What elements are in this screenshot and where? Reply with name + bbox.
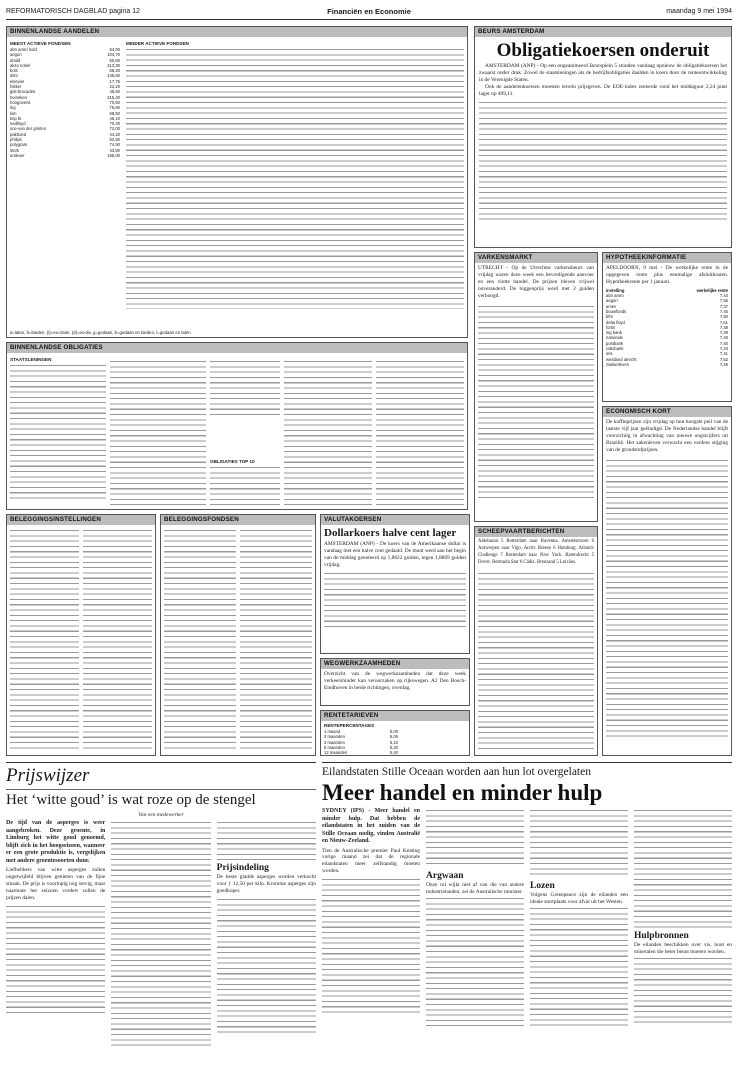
row-value: 43,80	[109, 147, 120, 153]
section-bar: BELEGGINGSFONDSEN	[161, 515, 315, 525]
stock-table-lines	[126, 47, 464, 309]
row-label: delta lloyd	[606, 319, 625, 325]
row-label: sns	[606, 351, 613, 357]
row-label: abn amro	[606, 293, 624, 299]
row-value: 5,10	[389, 739, 398, 745]
row-label: zwitserleven	[606, 361, 630, 367]
section-bar: BINNENLANDSE AANDELEN	[7, 27, 467, 37]
economisch-kort	[602, 406, 732, 756]
wegwerkzaamheden	[320, 658, 470, 706]
beurs-amsterdam	[474, 26, 732, 248]
subheading: Prijsindeling	[216, 863, 269, 873]
minder-actieve: MINDER ACTIEVE FONDSEN	[126, 39, 464, 309]
headline: Het ‘witte goud’ is wat roze op de stengel	[6, 789, 316, 810]
row-label: heineken	[10, 94, 27, 100]
article-text: Tien de Australische premier Paul Keating vorige maand zei dat de regionale eilandstaten meer zelfstandig moeten worden.	[322, 847, 420, 875]
table-row	[10, 153, 120, 158]
row-label: knp bt	[10, 115, 22, 121]
valutakoersen	[320, 514, 470, 654]
table-row	[324, 750, 398, 755]
byline: Van een medewerker	[138, 812, 184, 818]
row-value: 195,00	[107, 152, 120, 158]
row-value: 7,41	[719, 351, 728, 357]
row-label: philips	[10, 137, 22, 143]
row-value: 58,50	[109, 110, 120, 116]
rente-table	[321, 729, 401, 755]
row-label: 12 maanden	[324, 750, 348, 756]
row-value: 22,20	[109, 84, 120, 90]
row-label: amev	[606, 303, 617, 309]
text-lines	[606, 458, 728, 738]
article-text: Aldebaran 5 Rotterdam naar Ravenna. Amstelstroom 6 Antwerpen naar Vigo. Arctic Breeze 6 Hamburg. Atlantic Challenge 7 Rotterdam naar New York. Barendrecht 5 Dover. Bermuda Star 6 Cádiz. Breezand 5 Leixões.	[478, 539, 594, 565]
row-label: bfm	[606, 314, 613, 320]
section-bar: VARKENSMARKT	[475, 253, 597, 263]
row-value: 74,90	[109, 142, 120, 148]
row-value: 7,37	[719, 303, 728, 309]
row-label: aegon	[10, 52, 22, 58]
beleggingsinstellingen	[6, 514, 156, 756]
kicker: Eilandstaten Stille Oceaan worden aan hun lot overgelaten	[322, 766, 591, 778]
section-bar: VALUTAKOERSEN	[321, 515, 469, 525]
row-value: 7,49	[719, 361, 728, 367]
section-bar: SCHEEPVAARTBERICHTEN	[475, 527, 597, 537]
paper-name: REFORMATORISCH DAGBLAD pagina 12	[6, 8, 140, 15]
row-value: 70,50	[109, 99, 120, 105]
row-value: 48,50	[109, 89, 120, 95]
row-value: 213,30	[107, 62, 120, 68]
row-label: postbank	[606, 340, 623, 346]
eilandstaten-article: Eilandstaten Stille Oceaan worden aan hun lot overgelaten Meer handel en minder hulp SYDNEY (IPS) - Meer handel en minder hulp. Dat hebben de eilandstaten in het zuiden van de Stille Oceaan nodig, vinden Australië en Nieuw-Zeeland. Tien de Australische premier Paul Keating vorige maand zei dat de regionale eilandstaten meer zelfstandig moeten worden. Argwaan Onze rol wijkt niet af van die van andere industrielanden, zei de Australische minister. Lozen Volgens Greenpeace zijn de eilanden een ideale stortplaats voor afval uit het Westen. Hulpbronnen De eilanden beschikken over vis, hout en mineralen die beter benut moeten worden.	[322, 762, 732, 1062]
section-title: Financiën en Economie	[327, 7, 411, 16]
section-bar: BINNENLANDSE OBLIGATIES	[7, 343, 467, 353]
lead: SYDNEY (IPS) - Meer handel en minder hulp. Dat hebben de eilandstaten in het zuiden van de Stille Oceaan nodig, vinden Australië en Nieuw-Zeeland.	[322, 808, 420, 844]
row-label: ahold	[10, 57, 21, 63]
footnote: a=laten, b=bieden, (t)=ex-claim, (d)=ex-div, g=gedaan, b=gedaan en bieden, l=gedaan en laten	[10, 329, 191, 335]
section-bar: HYPOTHEEKINFORMATIE	[603, 253, 731, 263]
row-value: 70,30	[109, 121, 120, 127]
row-value: 7,52	[719, 356, 728, 362]
headline: Dollarkoers halve cent lager	[324, 527, 457, 539]
prijswijzer: Prijswijzer Het ‘witte goud’ is wat roze op de stengel Van een medewerker De tijd van de asperges is weer aangebroken. Deze groente, in Limburg het witte goud genoemd, blijft zich in het hoogseizoen, wanneer er een grote produktie is, vergelijken met andere groentesoorten duur. Liefhebbers van witte asperges zullen ongetwijfeld blijven genieten van de fijne smaak. De prijs is voorlopig nog stevig, maar naarmate het seizoen vordert zullen de prijzen dalen. Prijsindeling De beste gladde asperges worden verkocht voor ƒ 12,50 per kilo. Kromme asperges zijn goedkoper.	[6, 762, 316, 1062]
row-value: 7,44	[719, 345, 728, 351]
row-value: 7,44	[719, 293, 728, 299]
row-label: bols	[10, 68, 18, 74]
row-label: westland utrecht	[606, 356, 637, 362]
row-label: polygram	[10, 142, 28, 148]
text-lines	[478, 571, 594, 751]
row-value: 145,60	[107, 73, 120, 79]
table-row	[606, 362, 728, 367]
row-value: 76,80	[109, 105, 120, 111]
subheading: Hulpbronnen	[634, 931, 689, 941]
row-label: bouwfonds	[606, 308, 627, 314]
binnenlandse-aandelen	[6, 26, 468, 338]
row-value: 104,70	[107, 52, 120, 58]
row-label: kim	[10, 110, 17, 116]
headline: Obligatiekoersen onderuit	[496, 40, 710, 61]
prijswijzer-logo: Prijswijzer	[6, 765, 90, 786]
row-value: 44,20	[109, 131, 120, 137]
varkensmarkt	[474, 252, 598, 522]
headline: Meer handel en minder hulp	[322, 780, 603, 805]
row-label: 1 maand	[324, 729, 341, 734]
text-lines	[478, 304, 594, 499]
binnenlandse-obligaties: BINNENLANDSE OBLIGATIES STAATSLENINGEN OBLIGATIES TOP 10	[6, 342, 468, 510]
row-label: 6 maanden	[324, 744, 345, 750]
section-bar: RENTETARIEVEN	[321, 711, 469, 721]
table-lines	[10, 363, 106, 503]
row-value: 58,20	[109, 68, 120, 74]
row-label: rabobank	[606, 345, 624, 351]
row-value: 52,80	[109, 137, 120, 143]
rentetarieven: RENTETARIEVEN RENTEPERCENTAGES 1 maand 5,00 2 maanden 5,05 3 maanden 5,10 6 maanden 5,20 12 maanden 5,40	[320, 710, 470, 756]
row-label: ing	[10, 105, 16, 111]
row-value: 64,00	[109, 47, 120, 52]
row-value: 7,61	[719, 319, 728, 325]
row-value: 7,40	[719, 340, 728, 346]
row-value: 5,05	[389, 734, 398, 740]
row-label: aegon	[606, 298, 618, 304]
article-text: De koffieprijzen zijn vrijdag op hun hoogste peil van de laatste vijf jaar geëindigd. De Nederlandse handel blijft voorzichtig in afwachting van nieuwe oogstcijfers uit Brazilië. Het zakenleven verwacht een verdere stijging van de grondstofprijzen.	[606, 419, 728, 453]
section-bar: BELEGGINGSINSTELLINGEN	[7, 515, 155, 525]
article-text: Liefhebbers van witte asperges zullen ongetwijfeld blijven genieten van de fijne smaak. De prijs is voorlopig nog stevig, maar naarmate het seizoen vordert zullen de prijzen dalen.	[6, 867, 106, 901]
article-text: Overzicht van de wegwerkzaamheden dat deze week verkeershinder kan veroorzaken op rijkswegen. A2 Den Bosch-Eindhoven in beide richtingen, overdag.	[324, 671, 466, 691]
row-value: 7,50	[719, 314, 728, 320]
row-value: 72,00	[109, 126, 120, 132]
row-label: pakhoed	[10, 131, 27, 137]
row-label: 2 maanden	[324, 734, 345, 740]
section-bar: WEGWERKZAAMHEDEN	[321, 659, 469, 669]
row-value: 7,39	[719, 330, 728, 336]
stock-list	[10, 47, 120, 158]
row-label: unilever	[10, 152, 25, 158]
subheading: Argwaan	[426, 871, 464, 881]
row-value: 7,55	[719, 298, 728, 304]
hypotheek-table: instelling werkelijke rente abn amro 7,44 aegon 7,55 amev 7,37 bouwfonds 7,45 bfm 7,50 delta lloyd 7,61 fortis 7,38 ing bank 7,39 nationale 7,46 postbank 7,40 rabobank 7,44 sns 7,41 westland utrecht 7,52 zwitserleven 7,49	[606, 287, 728, 367]
row-label: nationale	[606, 335, 623, 341]
row-label: stork	[10, 147, 20, 153]
article-text: AMSTERDAM (ANP) - De koers van de Amerikaanse dollar is vandaag met een halve cent gedaald. De munt werd aan het begin van de middag genoteerd op 1,8822 gulden, tegen 1,8869 gulden vrijdag.	[324, 541, 466, 568]
row-value: 215,40	[107, 94, 120, 100]
row-value: 46,10	[109, 115, 120, 121]
row-label: hoogovens	[10, 99, 31, 105]
article-text: APELDOORN, 9 mei - De werkelijke rente in de opgegeven rente plus eenmalige afsluitkosten. Hypotheekrente per 1 januari.	[606, 265, 728, 285]
lead: De tijd van de asperges is weer aangebroken. Deze groente, in Limburg het witte goud genoemd, blijft zich in het hoogseizoen, wanneer er een grote produktie is, vergelijken met andere groentesoorten duur.	[6, 820, 106, 864]
date: maandag 9 mei 1994	[666, 8, 732, 15]
row-label: ing bank	[606, 330, 622, 336]
section-bar: ECONOMISCH KORT	[603, 407, 731, 417]
row-value: 7,46	[719, 335, 728, 341]
row-value: 5,20	[389, 744, 398, 750]
subheading: Lozen	[530, 881, 555, 891]
text-lines	[479, 100, 727, 220]
page-header	[6, 6, 732, 20]
row-label: akzo nobel	[10, 62, 31, 68]
row-value: 7,38	[719, 324, 728, 330]
row-value: 5,40	[389, 750, 398, 756]
row-label: dsm	[10, 73, 18, 79]
row-label: abn amro hold	[10, 47, 37, 52]
row-label: elsevier	[10, 78, 25, 84]
row-value: 17,75	[109, 78, 120, 84]
row-label: oce-van der grinten	[10, 126, 47, 132]
row-value: 7,45	[719, 308, 728, 314]
row-value: 5,00	[389, 729, 398, 734]
row-label: 3 maanden	[324, 739, 345, 745]
row-label: nedlloyd	[10, 121, 26, 127]
beleggingsfondsen	[160, 514, 316, 756]
article-text: AMSTERDAM (ANP) - Op een ongeanimeerd Beursplein 5 stonden vandaag opnieuw de obligatiekoersen het zwaarst onder druk. Zowel de staatsleningen als de bedrijfsobligaties daalden in koers door de renteontwikkeling in de Verenigde Staten. Ook de aandelenkoersen moesten terrein prijsgeven. De EOE-index noteerde rond het middaguur 2,24 punt lager op 409,11.	[479, 63, 727, 97]
section-bar: BEURS AMSTERDAM	[475, 27, 731, 37]
article-text: UTRECHT - Op de Utrechtse varkensbeurs van vrijdag waren deze week een bevredigende aanvoer en een vlotte handel. De prijzen bleven vrijwel onveranderd. De biggenprijs werd met 2 gulden verhoogd.	[478, 265, 594, 299]
scheepvaartberichten	[474, 526, 598, 756]
meest-actieve: MEEST ACTIEVE FONDSEN abn amro hold 64,00 aegon 104,70 ahold 50,60 akzo nobel 213,30 bols 58,20 dsm 145,60 elsevier 17,75 fokker 22,20 gist-brocades 48,50 heineken 215,40 hoogovens 70,50 ing 76,80 kim 58,50 knp bt 46,10 nedlloyd 70,30 oce-van der grinten 72,00 pakhoed 44,20 philips 52,80 polygram 74,90 stork 43,80 unilever 195,00	[10, 41, 120, 158]
row-label: fortis	[606, 324, 616, 330]
row-label: gist-brocades	[10, 89, 36, 95]
row-value: 50,60	[109, 57, 120, 63]
row-label: fokker	[10, 84, 22, 90]
hypotheekinformatie	[602, 252, 732, 402]
